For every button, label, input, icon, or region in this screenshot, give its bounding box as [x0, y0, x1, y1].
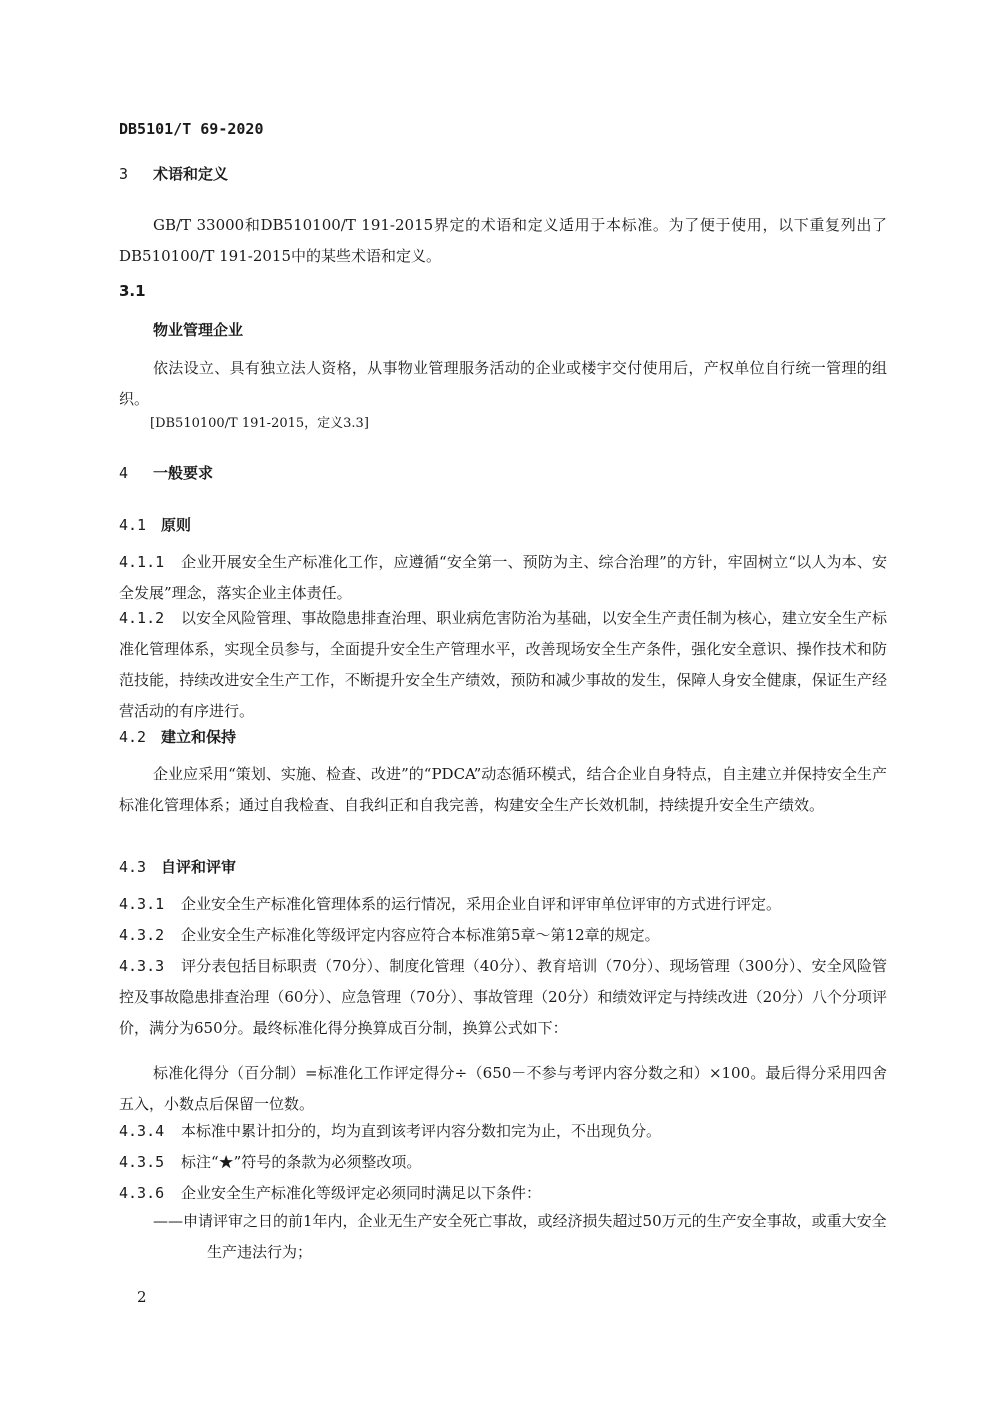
clause-text: 企业安全生产标准化等级评定内容应符合本标准第5章～第12章的规定。 [181, 926, 660, 944]
clause-4-3-6 [119, 1178, 887, 1209]
clause-number: 4.2 [119, 728, 147, 746]
clause-title: 自评和评审 [161, 858, 237, 876]
section-number: 4 [119, 464, 129, 482]
term-definition: 依法设立、具有独立法人资格，从事物业管理服务活动的企业或楼宇交付使用后，产权单位自行统一管理的组织。 [119, 359, 887, 408]
clause-number: 4.3.2 [119, 926, 165, 944]
clause-text: 企业安全生产标准化管理体系的运行情况，采用企业自评和评审单位评审的方式进行评定。 [181, 895, 782, 913]
clause-number: 3.1 [119, 282, 146, 300]
clause-text: 本标准中累计扣分的，均为直到该考评内容分数扣完为止，不出现负分。 [181, 1122, 662, 1140]
clause-4-3-2 [119, 920, 887, 951]
section-title: 一般要求 [153, 464, 214, 482]
section-3-intro: GB/T 33000和DB510100/T 191-2015界定的术语和定义适用于本标准。为了便于使用，以下重复列出了DB510100/T 191-2015中的某些术语和定义。 [119, 216, 887, 265]
term-name: 物业管理企业 [153, 321, 244, 339]
clause-title: 原则 [161, 516, 192, 534]
clause-4-1-1 [119, 547, 887, 609]
section-number: 3 [119, 165, 129, 183]
clause-number: 4.3 [119, 858, 147, 876]
clause-4-1-2 [119, 603, 887, 727]
clause-4-3-4 [119, 1116, 887, 1147]
clause-text: 标注“★”符号的条款为必须整改项。 [181, 1153, 422, 1171]
clause-3-1-number [119, 282, 146, 300]
clause-number: 4.1.2 [119, 609, 165, 627]
clause-number: 4.3.3 [119, 957, 165, 975]
clause-4-3-1 [119, 889, 887, 920]
clause-text: 以安全风险管理、事故隐患排查治理、职业病危害防治为基础，以安全生产责任制为核心，建立安全生产标准化管理体系，实现全员参与，全面提升安全生产管理水平，改善现场安全生产条件，强化安全意识、操作技术和防范技能，持续改进安全生产工作，不断提升安全生产绩效，预防和减少事故的发生，保障人身安全健康，保证生产经营活动的有序进行。 [119, 609, 887, 720]
clause-text: 企业开展安全生产标准化工作，应遵循“安全第一、预防为主、综合治理”的方针，牢固树立“以人为本、安全发展”理念，落实企业主体责任。 [119, 553, 887, 602]
clause-4-3-5 [119, 1147, 887, 1178]
clause-4-2-heading [119, 726, 236, 747]
clause-text: 企业安全生产标准化等级评定必须同时满足以下条件： [181, 1184, 542, 1202]
clause-4-2-text: 企业应采用“策划、实施、检查、改进”的“PDCA”动态循环模式，结合企业自身特点，自主建立并保持安全生产标准化管理体系；通过自我检查、自我纠正和自我完善，构建安全生产长效机制，持续提升安全生产绩效。 [119, 765, 887, 814]
page-number: 2 [137, 1288, 147, 1306]
clause-number: 4.3.1 [119, 895, 165, 913]
term-source: [DB510100/T 191-2015，定义3.3] [150, 416, 369, 431]
clause-number: 4.1.1 [119, 553, 165, 571]
clause-number: 4.3.6 [119, 1184, 165, 1202]
section-title: 术语和定义 [153, 165, 229, 183]
clause-number: 4.3.5 [119, 1153, 165, 1171]
section-3-heading [119, 163, 228, 184]
clause-title: 建立和保持 [161, 728, 237, 746]
clause-4-1-heading [119, 514, 191, 535]
clause-4-3-heading [119, 856, 236, 877]
section-4-heading [119, 462, 213, 483]
clause-4-3-3-formula: 标准化得分（百分制）=标准化工作评定得分÷（650－不参与考评内容分数之和）×100。最后得分采用四舍五入，小数点后保留一位数。 [119, 1064, 887, 1113]
clause-number: 4.1 [119, 516, 147, 534]
clause-4-3-3 [119, 951, 887, 1044]
document-id: DB5101/T 69-2020 [119, 120, 264, 138]
clause-text: 评分表包括目标职责（70分）、制度化管理（40分）、教育培训（70分）、现场管理（300分）、安全风险管控及事故隐患排查治理（60分）、应急管理（70分）、事故管理（20分）和绩效评定与持续改进（20分）八个分项评价，满分为650分。最终标准化得分换算成百分制，换算公式如下： [119, 957, 887, 1037]
clause-number: 4.3.4 [119, 1122, 165, 1140]
list-item: ——申请评审之日的前1年内，企业无生产安全死亡事故，或经济损失超过50万元的生产安全事故，或重大安全生产违法行为； [153, 1212, 887, 1261]
